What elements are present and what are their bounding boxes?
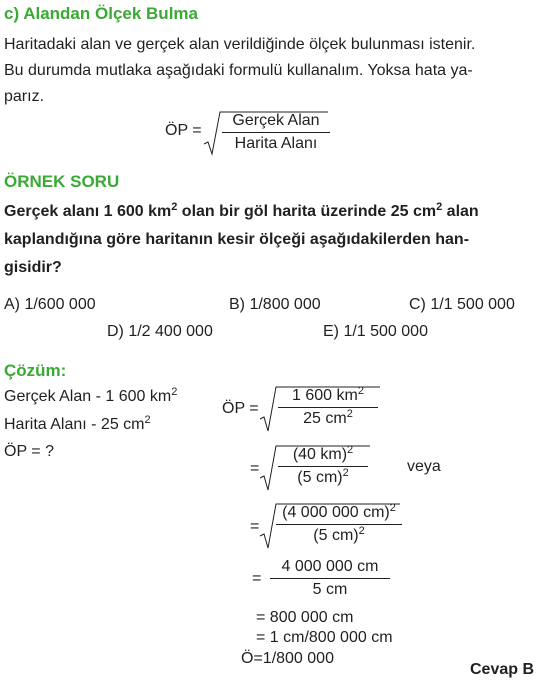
step4-lhs: = <box>252 570 262 587</box>
question-text: alan <box>442 203 479 220</box>
fraction-bar <box>222 132 330 133</box>
step4-numerator: 4 000 000 cm <box>281 558 379 575</box>
given-line-3: ÖP = ? <box>4 443 54 460</box>
option-a: A) 1/600 000 <box>4 296 96 313</box>
superscript: 2 <box>346 408 353 420</box>
option-c: C) 1/1 500 000 <box>409 296 515 313</box>
given-text: Gerçek Alan - 1 600 km <box>4 388 172 405</box>
formula-lhs: ÖP = <box>165 122 202 139</box>
step4-fraction <box>270 558 390 599</box>
result-line-1: = 800 000 cm <box>256 609 354 626</box>
formula-denominator: Harita Alanı <box>234 135 318 152</box>
superscript: 2 <box>347 444 354 456</box>
question-line-2: kaplandığına göre haritanın kesir ölçeği aşağıdakilerden han- <box>4 231 470 248</box>
denominator-text: (5 cm) <box>297 469 343 486</box>
step2-numerator <box>278 446 368 464</box>
formula-fraction <box>222 112 330 153</box>
superscript: 2 <box>144 414 151 426</box>
option-d: D) 1/2 400 000 <box>107 323 213 340</box>
superscript: 2 <box>436 201 443 213</box>
fraction-bar <box>278 466 368 467</box>
example-heading: ÖRNEK SORU <box>4 172 120 191</box>
step1-lhs: ÖP = <box>222 400 259 417</box>
superscript: 2 <box>358 525 365 537</box>
question-text: Gerçek alanı 1 600 km <box>4 203 172 220</box>
fraction-bar <box>278 407 378 408</box>
step3-numerator <box>276 504 402 522</box>
given-line-1 <box>4 388 177 406</box>
superscript: 2 <box>357 385 364 397</box>
step3-lhs: = <box>250 518 260 535</box>
step3-denominator <box>276 527 402 545</box>
section-title: c) Alandan Ölçek Bulma <box>4 4 198 23</box>
intro-line-2: Bu durumda mutlaka aşağıdaki formulü kullanalım. Yoksa hata ya- <box>4 62 473 79</box>
step2-lhs: = <box>250 460 260 477</box>
formula-numerator: Gerçek Alan <box>232 112 320 129</box>
given-text: Harita Alanı - 25 cm <box>4 416 145 433</box>
question-text: olan bir göl harita üzerinde 25 cm <box>177 203 437 220</box>
step1-denominator <box>278 410 378 428</box>
step1-numerator <box>278 387 378 405</box>
option-b: B) 1/800 000 <box>229 296 321 313</box>
question-line-3: gisidir? <box>4 259 62 276</box>
step2-note: veya <box>407 458 441 475</box>
question-line-1 <box>4 203 479 221</box>
solution-heading: Çözüm: <box>4 361 67 380</box>
step1-fraction <box>278 387 378 428</box>
superscript: 2 <box>171 201 178 213</box>
numerator-text: (4 000 000 cm) <box>282 504 390 521</box>
superscript: 2 <box>171 386 178 398</box>
numerator-text: (40 km) <box>292 446 348 463</box>
given-line-2 <box>4 416 151 434</box>
step4-denominator: 5 cm <box>312 581 348 598</box>
numerator-text: 1 600 km <box>292 387 358 404</box>
step2-denominator <box>278 469 368 487</box>
result-line-3: Ö=1/800 000 <box>241 650 334 667</box>
option-e: E) 1/1 500 000 <box>323 323 428 340</box>
denominator-text: (5 cm) <box>313 527 359 544</box>
superscript: 2 <box>389 502 396 514</box>
intro-line-3: parız. <box>4 88 45 105</box>
intro-line-1: Haritadaki alan ve gerçek alan verildiğinde ölçek bulunması istenir. <box>4 36 476 53</box>
fraction-bar <box>270 578 390 579</box>
denominator-text: 25 cm <box>303 410 347 427</box>
fraction-bar <box>276 524 402 525</box>
superscript: 2 <box>342 467 349 479</box>
step3-fraction <box>276 504 402 545</box>
result-line-2: = 1 cm/800 000 cm <box>256 629 393 646</box>
answer-label: Cevap B <box>470 661 535 678</box>
step2-fraction <box>278 446 368 487</box>
